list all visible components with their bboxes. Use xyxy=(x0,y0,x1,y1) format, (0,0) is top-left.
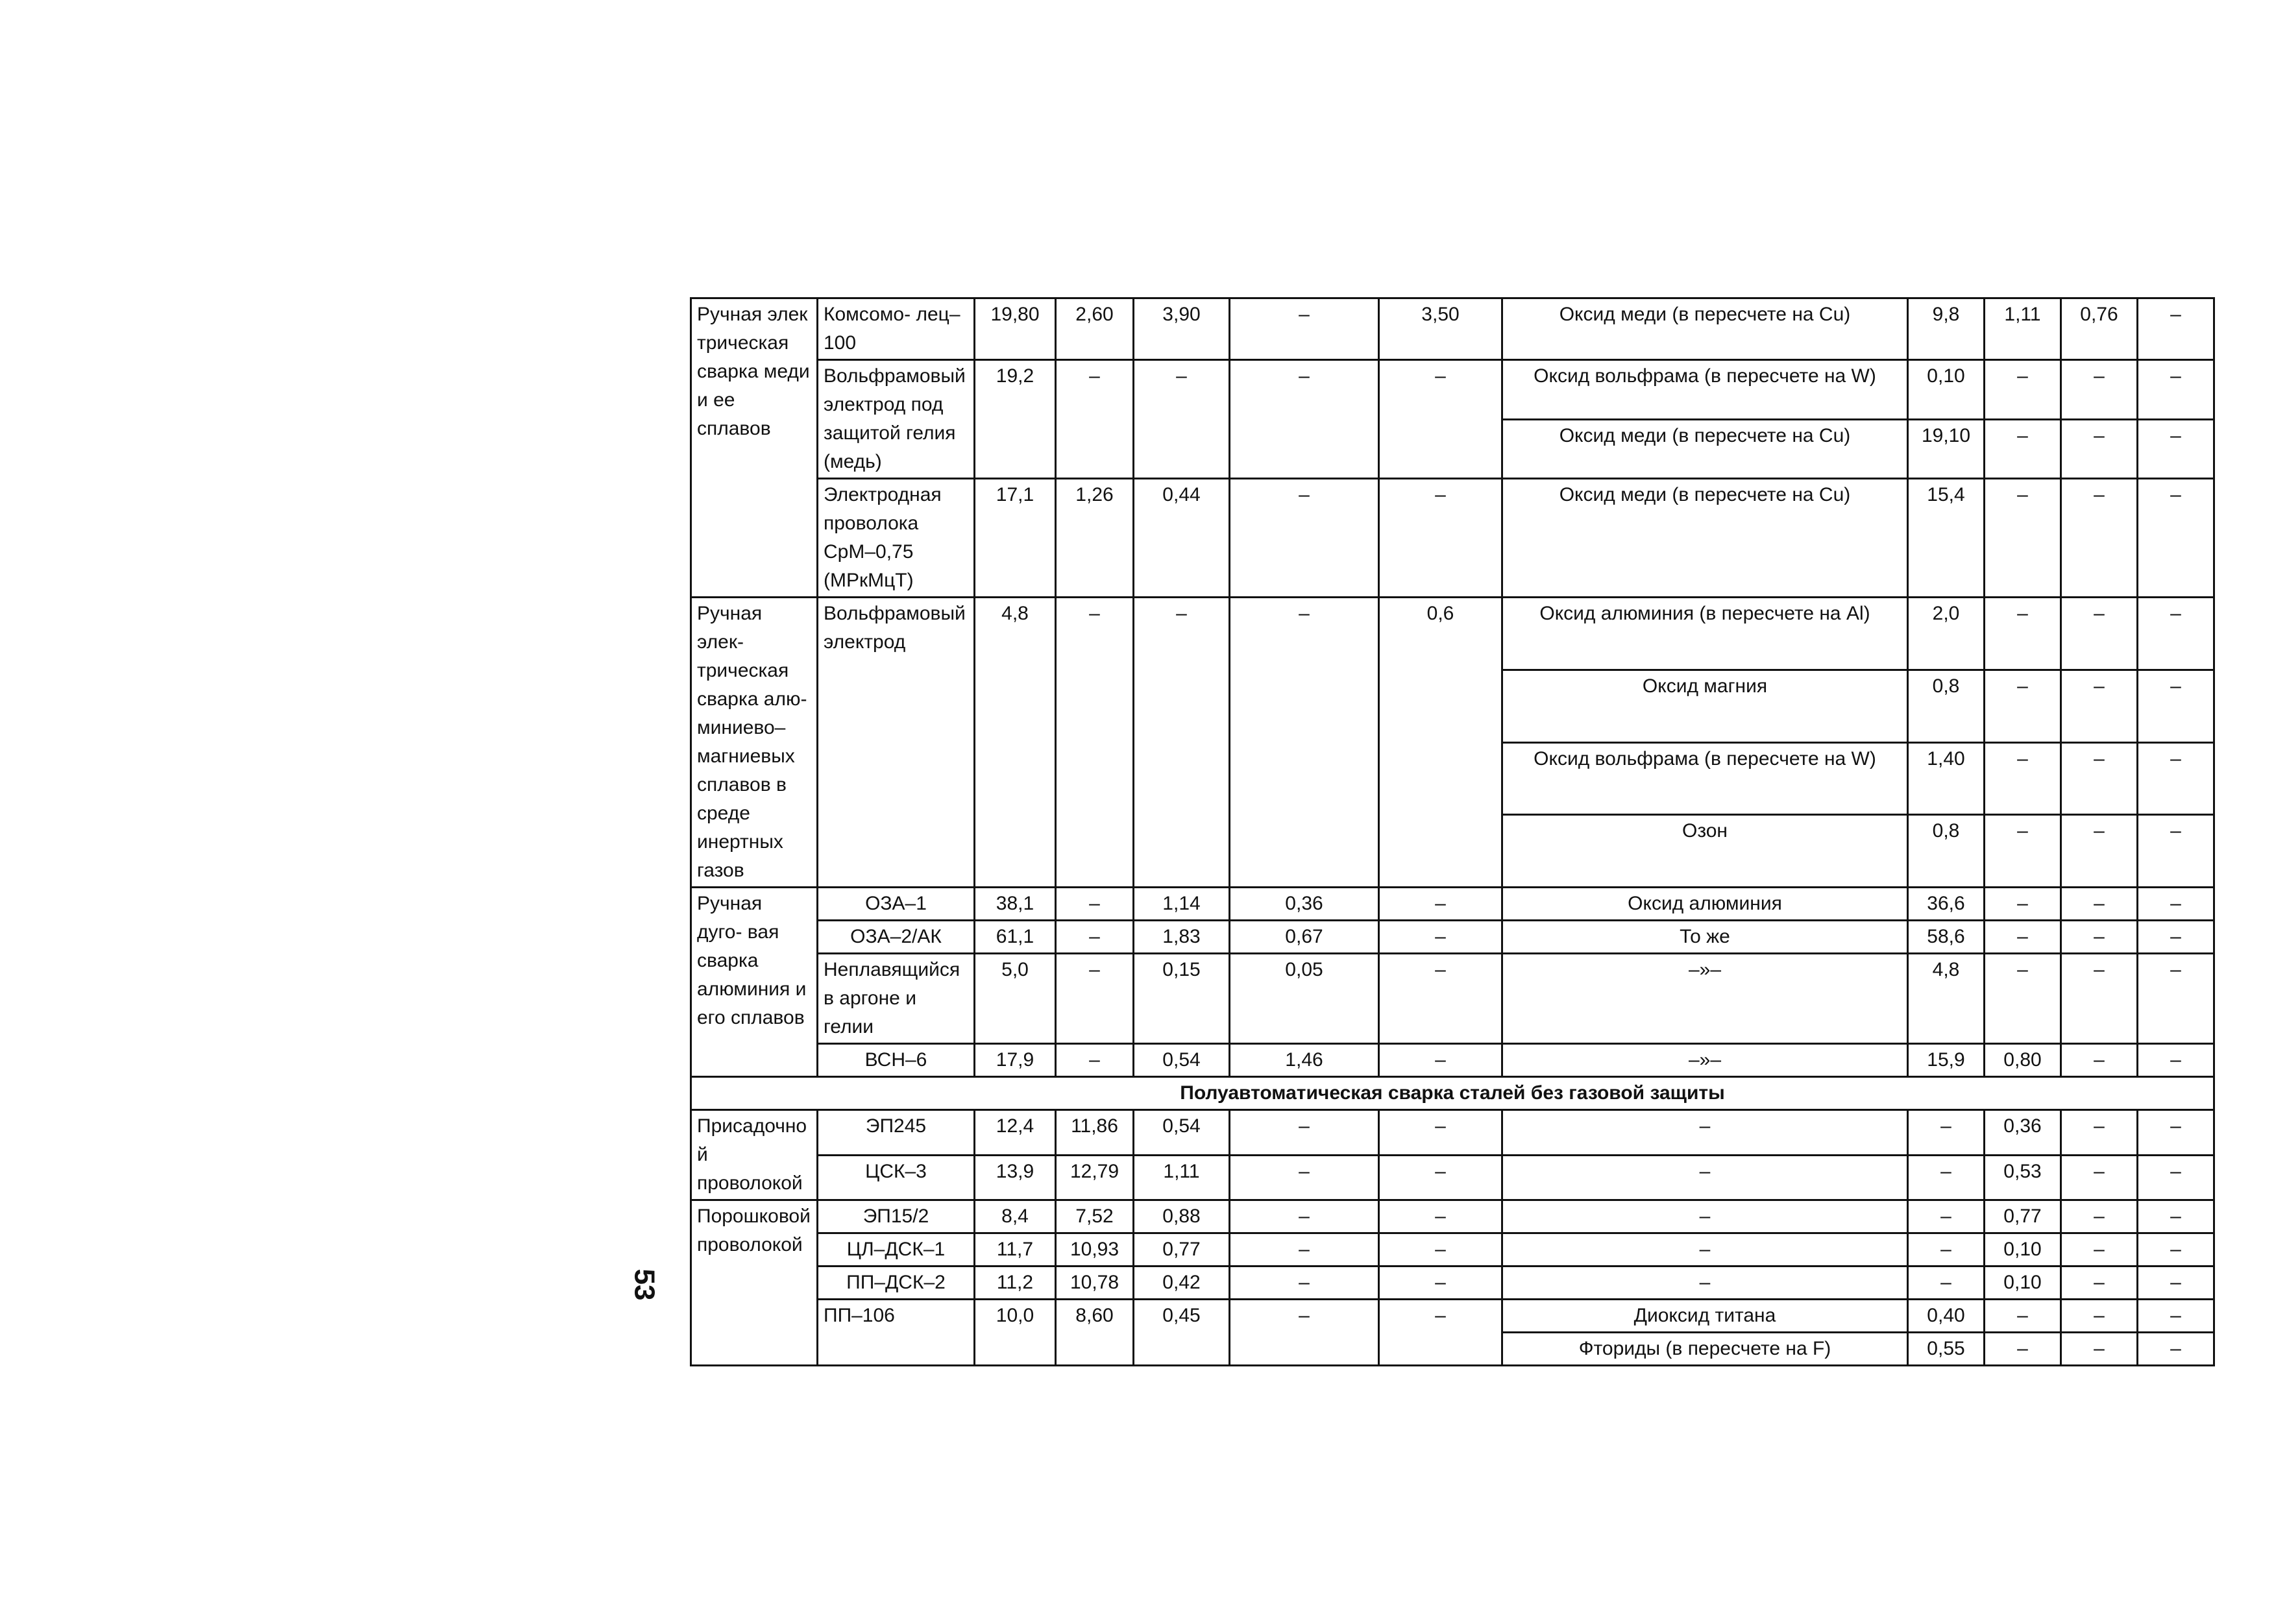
table-row xyxy=(691,888,2214,921)
value-cell: 19,2 xyxy=(975,360,1056,479)
process-cell: Ручная элек- трическая сварка алю- миниево– магниевых сплавов в среде инертных газов xyxy=(691,598,818,888)
component-value-cell: – xyxy=(2061,1233,2138,1266)
component-value-cell: – xyxy=(2061,419,2138,479)
value-cell: 7,52 xyxy=(1056,1200,1134,1233)
component-value-cell: – xyxy=(2138,419,2214,479)
component-value-cell: 58,6 xyxy=(1908,921,1985,954)
value-cell: – xyxy=(1379,921,1502,954)
component-value-cell: – xyxy=(2061,1155,2138,1200)
component-value-cell: – xyxy=(1985,888,2061,921)
process-cell: Ручная элек трическая сварка меди и ее сплавов xyxy=(691,298,818,598)
value-cell: 11,7 xyxy=(975,1233,1056,1266)
component-cell: То же xyxy=(1502,921,1908,954)
component-value-cell: – xyxy=(2061,954,2138,1044)
component-value-cell: – xyxy=(2061,921,2138,954)
table-row xyxy=(691,1155,2214,1200)
value-cell: – xyxy=(1230,1200,1379,1233)
value-cell: – xyxy=(1056,360,1134,479)
component-value-cell: 0,40 xyxy=(1908,1300,1985,1333)
component-cell: Оксид меди (в пересчете на Cu) xyxy=(1502,298,1908,360)
component-value-cell: – xyxy=(1908,1233,1985,1266)
component-value-cell: – xyxy=(2061,670,2138,742)
component-value-cell: – xyxy=(2061,888,2138,921)
component-value-cell: 9,8 xyxy=(1908,298,1985,360)
value-cell: – xyxy=(1056,1044,1134,1077)
process-cell: Ручная дуго- вая сварка алюминия и его сплавов xyxy=(691,888,818,1077)
component-cell: Оксид вольфрама (в пересчете на W) xyxy=(1502,742,1908,815)
component-value-cell: 36,6 xyxy=(1908,888,1985,921)
table-row xyxy=(691,1233,2214,1266)
value-cell: – xyxy=(1056,921,1134,954)
value-cell: 12,79 xyxy=(1056,1155,1134,1200)
value-cell: – xyxy=(1379,1044,1502,1077)
component-value-cell: 15,4 xyxy=(1908,479,1985,598)
value-cell: 1,14 xyxy=(1134,888,1230,921)
component-value-cell: 0,10 xyxy=(1985,1266,2061,1300)
value-cell: 13,9 xyxy=(975,1155,1056,1200)
component-value-cell: 0,8 xyxy=(1908,670,1985,742)
value-cell: 0,54 xyxy=(1134,1044,1230,1077)
component-value-cell: 0,76 xyxy=(2061,298,2138,360)
component-value-cell: – xyxy=(1985,670,2061,742)
material-cell: ОЗА–1 xyxy=(818,888,975,921)
component-value-cell: 0,55 xyxy=(1908,1333,1985,1366)
component-value-cell: – xyxy=(1985,815,2061,888)
value-cell: – xyxy=(1056,598,1134,888)
component-value-cell: – xyxy=(2138,888,2214,921)
value-cell: – xyxy=(1379,1155,1502,1200)
material-cell: ПП–ДСК–2 xyxy=(818,1266,975,1300)
value-cell: – xyxy=(1230,479,1379,598)
component-value-cell: 15,9 xyxy=(1908,1044,1985,1077)
table-row xyxy=(691,1110,2214,1156)
value-cell: 0,44 xyxy=(1134,479,1230,598)
component-cell: Оксид алюминия (в пересчете на Al) xyxy=(1502,598,1908,670)
section-title: Полуавтоматическая сварка сталей без газовой защиты xyxy=(691,1077,2214,1110)
component-cell: Оксид вольфрама (в пересчете на W) xyxy=(1502,360,1908,420)
value-cell: – xyxy=(1230,1266,1379,1300)
component-value-cell: – xyxy=(2061,360,2138,420)
component-value-cell: – xyxy=(1908,1155,1985,1200)
component-value-cell: – xyxy=(1985,921,2061,954)
table-row xyxy=(691,598,2214,670)
component-value-cell: 0,10 xyxy=(1908,360,1985,420)
component-value-cell: – xyxy=(2061,479,2138,598)
process-cell: Порошковой проволокой xyxy=(691,1200,818,1366)
process-cell: Присадочной проволокой xyxy=(691,1110,818,1200)
value-cell: – xyxy=(1379,1110,1502,1156)
component-value-cell: – xyxy=(2138,598,2214,670)
table-row xyxy=(691,1044,2214,1077)
value-cell: – xyxy=(1134,598,1230,888)
table-row xyxy=(691,1266,2214,1300)
value-cell: 12,4 xyxy=(975,1110,1056,1156)
component-value-cell: 1,11 xyxy=(1985,298,2061,360)
value-cell: 1,11 xyxy=(1134,1155,1230,1200)
value-cell: – xyxy=(1230,1155,1379,1200)
value-cell: – xyxy=(1379,1266,1502,1300)
component-cell: Оксид алюминия xyxy=(1502,888,1908,921)
table-row xyxy=(691,479,2214,598)
value-cell: 0,88 xyxy=(1134,1200,1230,1233)
value-cell: – xyxy=(1379,360,1502,479)
component-value-cell: – xyxy=(2061,1044,2138,1077)
component-value-cell: – xyxy=(1985,1300,2061,1333)
value-cell: – xyxy=(1056,888,1134,921)
component-cell: Озон xyxy=(1502,815,1908,888)
component-cell: – xyxy=(1502,1233,1908,1266)
value-cell: 38,1 xyxy=(975,888,1056,921)
component-value-cell: 2,0 xyxy=(1908,598,1985,670)
page-number: 53 xyxy=(628,1268,661,1301)
value-cell: 0,36 xyxy=(1230,888,1379,921)
component-cell: –»– xyxy=(1502,1044,1908,1077)
component-value-cell: – xyxy=(2061,1110,2138,1156)
value-cell: – xyxy=(1230,598,1379,888)
value-cell: 2,60 xyxy=(1056,298,1134,360)
value-cell: 3,90 xyxy=(1134,298,1230,360)
value-cell: – xyxy=(1230,1233,1379,1266)
component-value-cell: – xyxy=(1985,479,2061,598)
component-value-cell: 0,53 xyxy=(1985,1155,2061,1200)
component-value-cell: 1,40 xyxy=(1908,742,1985,815)
component-value-cell: – xyxy=(2061,598,2138,670)
value-cell: 0,05 xyxy=(1230,954,1379,1044)
value-cell: 10,93 xyxy=(1056,1233,1134,1266)
value-cell: 4,8 xyxy=(975,598,1056,888)
value-cell: 61,1 xyxy=(975,921,1056,954)
component-value-cell: – xyxy=(1985,419,2061,479)
material-cell: ЦСК–3 xyxy=(818,1155,975,1200)
component-value-cell: – xyxy=(2138,742,2214,815)
material-cell: Неплавящийся в аргоне и гелии xyxy=(818,954,975,1044)
component-value-cell: – xyxy=(1985,598,2061,670)
value-cell: 10,0 xyxy=(975,1300,1056,1366)
table-row xyxy=(691,921,2214,954)
value-cell: – xyxy=(1379,1233,1502,1266)
component-value-cell: – xyxy=(2061,1200,2138,1233)
value-cell: 0,54 xyxy=(1134,1110,1230,1156)
value-cell: 11,2 xyxy=(975,1266,1056,1300)
value-cell: 0,45 xyxy=(1134,1300,1230,1366)
component-value-cell: – xyxy=(2061,1300,2138,1333)
material-cell: ЭП15/2 xyxy=(818,1200,975,1233)
component-cell: – xyxy=(1502,1155,1908,1200)
value-cell: – xyxy=(1230,1110,1379,1156)
value-cell: 0,67 xyxy=(1230,921,1379,954)
material-cell: ВСН–6 xyxy=(818,1044,975,1077)
table-row xyxy=(691,360,2214,420)
component-cell: Оксид магния xyxy=(1502,670,1908,742)
table-row xyxy=(691,1300,2214,1333)
value-cell: 11,86 xyxy=(1056,1110,1134,1156)
value-cell: 10,78 xyxy=(1056,1266,1134,1300)
component-value-cell: – xyxy=(2138,1200,2214,1233)
value-cell: 1,83 xyxy=(1134,921,1230,954)
value-cell: – xyxy=(1379,954,1502,1044)
value-cell: – xyxy=(1230,1300,1379,1366)
value-cell: – xyxy=(1379,888,1502,921)
component-value-cell: – xyxy=(1908,1200,1985,1233)
component-value-cell: – xyxy=(2138,670,2214,742)
component-value-cell: – xyxy=(2138,815,2214,888)
component-value-cell: 0,10 xyxy=(1985,1233,2061,1266)
value-cell: – xyxy=(1379,1300,1502,1366)
value-cell: – xyxy=(1230,298,1379,360)
value-cell: 17,9 xyxy=(975,1044,1056,1077)
section-header-row xyxy=(691,1077,2214,1110)
value-cell: – xyxy=(1379,479,1502,598)
value-cell: 17,1 xyxy=(975,479,1056,598)
value-cell: – xyxy=(1134,360,1230,479)
component-cell: Оксид меди (в пересчете на Cu) xyxy=(1502,479,1908,598)
component-value-cell: – xyxy=(1985,1333,2061,1366)
component-value-cell: – xyxy=(2138,479,2214,598)
material-cell: ЦЛ–ДСК–1 xyxy=(818,1233,975,1266)
component-value-cell: – xyxy=(1985,360,2061,420)
material-cell: Вольфрамовый электрод xyxy=(818,598,975,888)
material-cell: Комсомо- лец–100 xyxy=(818,298,975,360)
value-cell: 0,6 xyxy=(1379,598,1502,888)
value-cell: 19,80 xyxy=(975,298,1056,360)
value-cell: 8,60 xyxy=(1056,1300,1134,1366)
component-value-cell: – xyxy=(2138,1266,2214,1300)
component-cell: Диоксид титана xyxy=(1502,1300,1908,1333)
component-cell: – xyxy=(1502,1266,1908,1300)
component-value-cell: 0,80 xyxy=(1985,1044,2061,1077)
value-cell: – xyxy=(1230,360,1379,479)
value-cell: 0,77 xyxy=(1134,1233,1230,1266)
component-value-cell: 0,77 xyxy=(1985,1200,2061,1233)
value-cell: 8,4 xyxy=(975,1200,1056,1233)
table-row xyxy=(691,1200,2214,1233)
value-cell: 3,50 xyxy=(1379,298,1502,360)
component-value-cell: – xyxy=(2138,1110,2214,1156)
emissions-table xyxy=(690,297,2215,1366)
component-value-cell: – xyxy=(2138,1333,2214,1366)
value-cell: 1,26 xyxy=(1056,479,1134,598)
table-row xyxy=(691,954,2214,1044)
material-cell: Вольфрамовый электрод под защитой гелия (медь) xyxy=(818,360,975,479)
component-value-cell: 0,36 xyxy=(1985,1110,2061,1156)
material-cell: ПП–106 xyxy=(818,1300,975,1366)
component-value-cell: – xyxy=(2138,1155,2214,1200)
component-cell: –»– xyxy=(1502,954,1908,1044)
material-cell: ОЗА–2/АК xyxy=(818,921,975,954)
value-cell: 0,15 xyxy=(1134,954,1230,1044)
value-cell: 1,46 xyxy=(1230,1044,1379,1077)
component-value-cell: – xyxy=(2061,815,2138,888)
material-cell: Электродная проволока СрМ–0,75 (МРкМцТ) xyxy=(818,479,975,598)
value-cell: – xyxy=(1379,1200,1502,1233)
component-value-cell: – xyxy=(2061,742,2138,815)
component-value-cell: 4,8 xyxy=(1908,954,1985,1044)
component-cell: – xyxy=(1502,1200,1908,1233)
component-value-cell: – xyxy=(1908,1266,1985,1300)
emissions-table-body xyxy=(691,298,2214,1366)
component-cell: – xyxy=(1502,1110,1908,1156)
component-value-cell: – xyxy=(2138,954,2214,1044)
table-row xyxy=(691,298,2214,360)
component-value-cell: – xyxy=(2061,1266,2138,1300)
material-cell: ЭП245 xyxy=(818,1110,975,1156)
component-value-cell: – xyxy=(1908,1110,1985,1156)
component-value-cell: – xyxy=(2138,921,2214,954)
component-value-cell: 0,8 xyxy=(1908,815,1985,888)
component-cell: Оксид меди (в пересчете на Cu) xyxy=(1502,419,1908,479)
component-value-cell: – xyxy=(1985,954,2061,1044)
value-cell: 0,42 xyxy=(1134,1266,1230,1300)
component-value-cell: – xyxy=(1985,742,2061,815)
component-value-cell: – xyxy=(2138,1044,2214,1077)
component-value-cell: – xyxy=(2061,1333,2138,1366)
component-value-cell: – xyxy=(2138,360,2214,420)
component-value-cell: – xyxy=(2138,1300,2214,1333)
value-cell: 5,0 xyxy=(975,954,1056,1044)
component-value-cell: 19,10 xyxy=(1908,419,1985,479)
component-value-cell: – xyxy=(2138,1233,2214,1266)
component-cell: Фториды (в пересчете на F) xyxy=(1502,1333,1908,1366)
value-cell: – xyxy=(1056,954,1134,1044)
component-value-cell: – xyxy=(2138,298,2214,360)
